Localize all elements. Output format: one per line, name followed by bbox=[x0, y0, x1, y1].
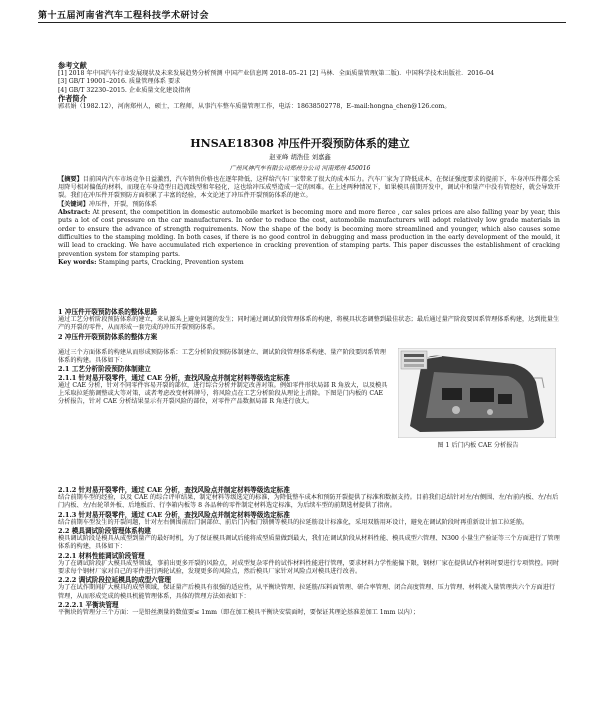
author-intro-text: 郭君娟（1982.12），河南郑州人，硕士，工程师，从事汽车整车质量管理工作，电话：18638502778，E–mail:hongna_chen@126.com。 bbox=[58, 103, 451, 111]
section-222-title: 2.2.2 调试阶段拉延模具的成型六管理 bbox=[58, 576, 171, 585]
abstract-cn-text: 目前国内汽车市场竞争日益激烈，汽车销售价格也在逐年降低，这样给汽车厂家带来了很大的成本压力。汽车厂家为了降低成本，在保证强度要求的提前下，车身冲压件都会采用降号相对偏低的材料，而现在车身造型日趋流线型和年轻化，这也给冲压成型造成一定的困难。在上述两种情况下，如果模具前期开发中，调试中和量产中没有管控好，就会导致开裂。我们在冲压件开裂预防方面积累了丰富的经验，本文论述了冲压件开裂预防体系的建立。 bbox=[58, 176, 561, 200]
section-22-text: 模具调试阶段是模具从成型到量产的最好时机，为了保证模具调试后能将成型质量做到最大，我们在调试阶段从材料性能、模具成型六管理、N300 小量生产验证等三个方面进行了管理体系的构建，具体如下： bbox=[58, 535, 560, 551]
references-block bbox=[58, 62, 560, 111]
author-intro-heading: 作者简介 bbox=[58, 93, 87, 103]
keywords-cn-label: 【关键词】 bbox=[58, 200, 89, 208]
paper-affiliation: 广州风神汽车有限公司郑州分公司 河南郑州 450016 bbox=[229, 165, 371, 172]
section-213-text: 结合前期车型发生的开裂问题，针对左右侧围前后门洞部位、前后门内板门锁侧等模具的拉延筋设计标准化，采用双筋用环设计，避免在调试阶段时再重新设计加工拉延筋。 bbox=[58, 518, 529, 526]
section-1-block bbox=[58, 308, 560, 341]
section-2221-text: 平衡块的管理分三个方面：一是铅丝测量的数值要≤ 1mm（即在加工模具平衡块安装面时，要保证其理论基准差加工 1mm 以内）； bbox=[58, 609, 420, 617]
section-2-title: 2 冲压件开裂预防体系的整体方案 bbox=[58, 332, 158, 341]
keywords-en-text: Stamping parts, Cracking, Prevention system bbox=[98, 259, 244, 267]
section-211-text: 通过 CAE 分析，针对不同零件容易开裂的部位，进行综合分析并制定改善对策。例如零件形状局部 R 角放大，以及模具上采取拉延筋调整或大等对策，或者考虑改变材料牌号，将风险点在工艺分析阶段从理论上消除。下图是门内板的 CAE 分析报告，针对 CAE 分析结果显示有开裂风险的部位，对零件产品数据局部 R 角进行放大。 bbox=[58, 381, 388, 406]
references-heading: 参考文献 bbox=[58, 61, 87, 70]
section-2221-title: 2.2.2.1 平衡块管理 bbox=[58, 600, 119, 609]
paper-authors: 赵亚峰 胡浩佳 刘嘉鑫 bbox=[269, 153, 331, 161]
section-222-text: 为了在试作期间扩大模具的成型领域，保证量产后模具有很强的适应性，从平衡块管理、拉延筋/压料面管理、研合率管理、闭合高度管理、压力管理、材料流入量管理共六个方面进行管理，从而形成完成的模具机能管理体系，具体的管理方法如表如下： bbox=[58, 584, 556, 600]
abstract-en-label: Abstract: bbox=[58, 208, 91, 216]
section-22-title: 2.2 模具调试阶段管理体系构建 bbox=[58, 527, 151, 536]
section-221-title: 2.2.1 材料性能调试阶段管理 bbox=[58, 551, 145, 560]
section-1-title: 1 冲压件开裂预防体系的整体思路 bbox=[58, 308, 158, 316]
section-221-text: 为了在调试阶段扩大模具成型领域，事前出更多开裂的风险点，对成型复杂零件的试作材料性能进行管理，要求材料力学性能偏下限，钢材厂家在提供试作材料时要进行专项管控。同时要求每个钢材厂家对自己的零件进行两轮试验，发现更多的风险点，然后模具厂家针对风险点对模具进行改善。 bbox=[58, 559, 560, 576]
section-2-text: 通过三个方面体系的构建从而形成预防体系：工艺分析阶段预防体制建立、调试阶段管理体系构建、量产阶段要因系管理体系的构建。具体如下： bbox=[58, 349, 386, 365]
header-rule bbox=[38, 22, 566, 23]
section-212-block bbox=[58, 486, 560, 617]
keywords-cn-text: 冲压件，开裂，预防体系 bbox=[88, 200, 157, 208]
figure-caption: 图 1 后门内板 CAE 分析报告 bbox=[437, 442, 519, 449]
section-213-title: 2.1.3 针对易开裂零件，通过 CAE 分析，查找风险点并制定材料等级选定标准 bbox=[58, 510, 290, 519]
reference-item: [1] 2018 年中国汽车行业发展现状及未来发展趋势分析预测 中国产业信息网 2018–05–21 [2] 马林．全面质量管理(第二版)．中国科学技术出版社．2016–04 bbox=[58, 70, 495, 78]
left-column-block bbox=[58, 349, 388, 406]
reference-item: [3] GB/T 19001–2016. 质量管理体系 要求 bbox=[58, 78, 181, 86]
abstract-en bbox=[58, 209, 560, 259]
door-panel-cae-image bbox=[398, 348, 556, 438]
paper-title: HNSAE18308 冲压件开裂预防体系的建立 bbox=[190, 137, 410, 150]
section-212-text: 结合前期车型的经验，以及 CAE 的综合评审结果，制定材料等级选定的标准，为降低整车成本和预防开裂提供了标准和数据支持。目前我们总结针对左/右侧围、左/右前内板、左/右后门内板、左/右轮罩外板、后地板后、行李箱内板等 8 各品种的零件制定材料选定标准，为后续车型的前期选材提供了指南。 bbox=[58, 494, 559, 510]
abstract-cn bbox=[58, 176, 560, 201]
abstract-en-text: At present, the competition in domestic automobile market is becoming more and more fierce , car sales prices are also falling year by year, this puts a lot of cost pressure on the car manufacturers. In order to reduce the cost, automobile manufacturers will adopt relatively low grade materials in order to ensure the advance of strength requirements. Now the shape of the body is becoming more streamlined and younger, which also causes some difficulties to the stamping molding. In both cases, if there is no good control in debugging and mass production in the early development of the mould, it will lead to cracking. We have accumulated rich experience in cracking prevention of stamping parts. This paper discusses the establishment of cracking prevention system for stamping parts. bbox=[58, 208, 560, 258]
keywords-en-label: Key words: bbox=[58, 259, 97, 267]
running-head: 第十五届河南省汽车工程科技学术研讨会 bbox=[38, 11, 210, 21]
cae-figure bbox=[398, 348, 556, 438]
section-1-text: 通过工艺分析阶段预防体系的建立，来从源头上避免问题的发生；同时通过调试阶段管理体系的构建，将模具状态调整到最佳状态；最后通过量产阶段要因系管理体系构建，达到批量生产的开裂的零件，从而形成一套完成的冲压开裂预防体系。 bbox=[58, 316, 560, 332]
reference-item: [4] GB/T 32230–2015. 企业质量文化建设指南 bbox=[58, 86, 191, 94]
keywords-cn bbox=[58, 201, 560, 209]
abstract-cn-label: 【摘要】 bbox=[58, 176, 83, 183]
keywords-en bbox=[58, 259, 560, 267]
section-212-title: 2.1.2 针对易开裂零件，通过 CAE 分析，查找风险点并制定材料等级选定标准 bbox=[58, 486, 290, 494]
section-211-title: 2.1.1 针对易开裂零件，通过 CAE 分析，查找风险点并制定材料等级选定标准 bbox=[58, 373, 290, 382]
abstract-block bbox=[58, 176, 560, 268]
section-21-title: 2.1 工艺分析阶段预防体制建立 bbox=[58, 365, 151, 374]
